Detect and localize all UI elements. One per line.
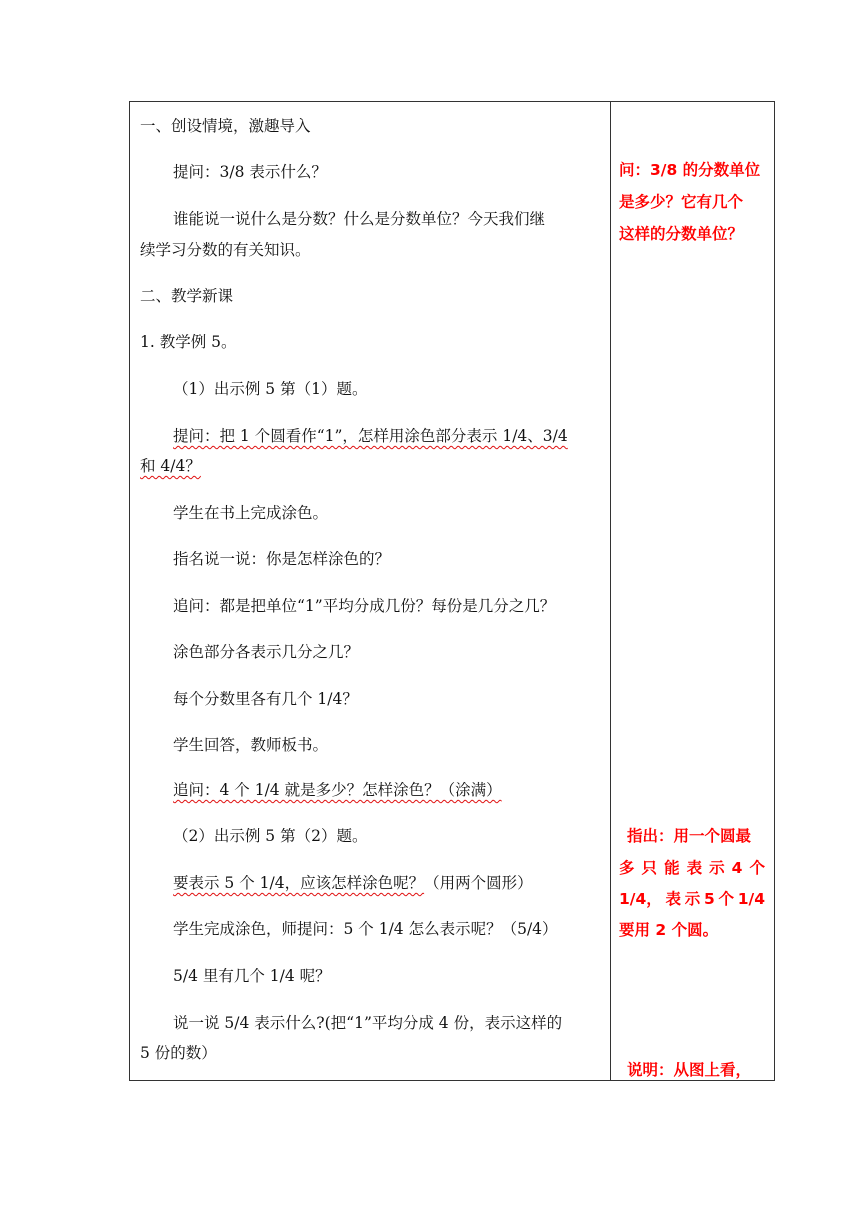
section-heading-1: 一、创设情境，激趣导入 [140,117,311,135]
paragraph-line: 指名说一说：你是怎样涂色的？ [173,550,391,568]
side-note-line: 这样的分数单位？ [619,225,744,243]
paragraph-line: 学生完成涂色，师提问：5 个 1/4 怎么表示呢？（5/4） [173,920,558,938]
paragraph-line: （1）出示例 5 第（1）题。 [173,380,368,398]
side-note-line: 要用 2 个圆。 [619,921,719,939]
paragraph-line: 1. 教学例 5。 [140,333,237,351]
paragraph-line: 追问：都是把单位“1”平均分成几份？每份是几分之几？ [173,597,556,615]
word: 表 [665,890,681,908]
side-note-line: 是多少？它有几个 [619,193,744,211]
paragraph-line: 5 份的数） [140,1044,217,1062]
word: 5 [703,890,715,908]
section-heading-2: 二、教学新课 [140,287,234,305]
paragraph-line: 说一说 5/4 表示什么?(把“1”平均分成 4 份，表示这样的 [173,1014,563,1032]
word: 只 [641,859,658,877]
word: 1/4 [737,890,765,908]
paragraph-line: 学生回答，教师板书。 [173,736,329,754]
word: 个 [718,890,735,908]
word: 4 [731,859,743,877]
word: 能 [664,859,680,877]
word: 多 [619,859,635,877]
word: 示 [684,890,701,908]
word: 1/4， [619,890,662,908]
side-note-line: 说明：从图上看， [627,1061,752,1079]
paragraph-line: （2）出示例 5 第（2）题。 [173,827,368,845]
paragraph-line: 5/4 里有几个 1/4 呢？ [173,967,331,985]
paragraph-line: 谁能说一说什么是分数？什么是分数单位？今天我们继 [173,210,546,228]
phrase: （用两个圆形） [424,874,533,892]
underlined-phrase: 要表示 5 个 1/4，应该怎样涂色呢？ [173,874,425,892]
paragraph-line [173,873,533,893]
paragraph-line-underlined: 和 4/4？ [140,457,201,475]
side-note-line-justified [619,889,765,909]
paragraph-line: 续学习分数的有关知识。 [140,241,311,259]
word: 示 [709,859,725,877]
side-note-line-justified [619,858,765,878]
word: 个 [749,859,765,877]
column-divider [610,101,611,1081]
side-note-line: 指出：用一个圆最 [627,827,752,845]
side-note-line: 问：3/8 的分数单位 [619,161,761,179]
paragraph-line: 每个分数里各有几个 1/4？ [173,690,358,708]
paragraph-line: 提问：3/8 表示什么？ [173,163,327,181]
paragraph-line: 涂色部分各表示几分之几？ [173,643,360,661]
paragraph-line-underlined: 提问：把 1 个圆看作“1”，怎样用涂色部分表示 1/4、3/4 [173,427,568,445]
paragraph-line-underlined: 追问：4 个 1/4 就是多少？怎样涂色？（涂满） [173,781,502,799]
paragraph-line: 学生在书上完成涂色。 [173,504,329,522]
word: 表 [686,859,703,877]
